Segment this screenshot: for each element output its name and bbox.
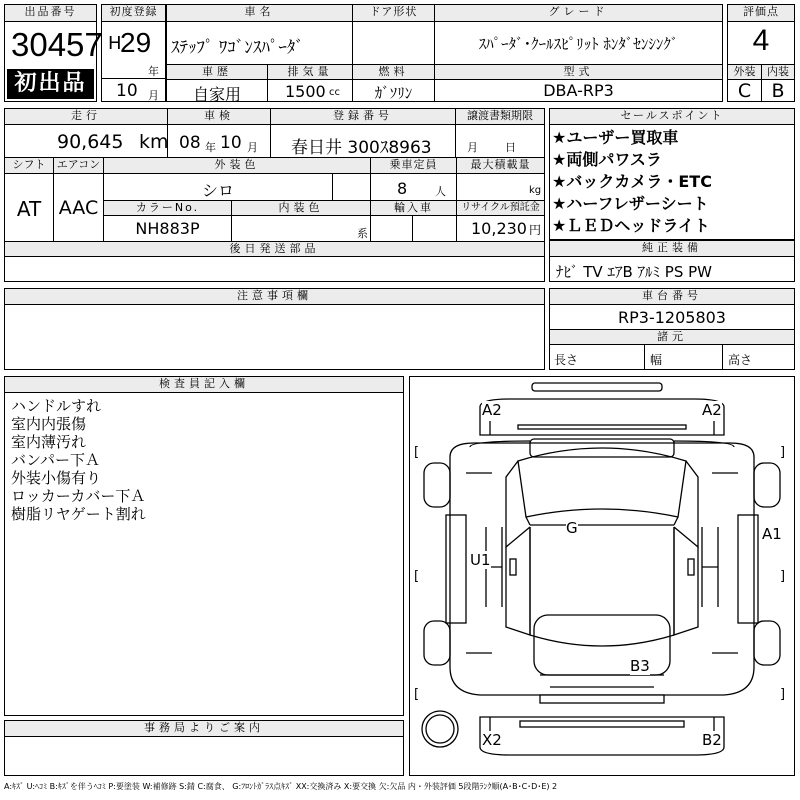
transfer-docs-label: 譲渡書類期限	[456, 109, 544, 125]
ext-grade-label: 外装	[728, 65, 761, 80]
car-outline-drawing	[410, 377, 794, 775]
first-listing-badge: 初出品	[7, 69, 94, 99]
damage-mark-a2-left: A2	[482, 401, 502, 419]
car-name-label: 車名	[167, 5, 352, 22]
shift: AT	[16, 197, 42, 221]
damage-mark-b2: B2	[702, 731, 722, 749]
capacity: 8	[397, 179, 408, 198]
lot-number: 30457	[11, 26, 103, 63]
sales-point-5: ★ＬＥＤヘッドライト	[552, 216, 710, 235]
inspector-line-2: 室内内張傷	[11, 415, 87, 433]
air-conditioner: AAC	[58, 197, 99, 219]
grade-label: グレード	[435, 5, 722, 22]
shift-label: シフト	[5, 158, 53, 174]
score-cell	[727, 4, 795, 102]
year-unit: 年	[148, 65, 159, 78]
damage-mark-b3: B3	[630, 657, 650, 675]
width-label: 幅	[650, 353, 663, 367]
first-registration-cell	[101, 4, 166, 102]
inspection-year-unit: 年	[205, 141, 216, 154]
displacement-unit: cc	[329, 87, 340, 98]
lot-label: 出品番号	[5, 5, 96, 22]
grade: ｽﾊﾟｰﾀﾞ･ｸｰﾙｽﾋﾟﾘｯﾄ ﾎﾝﾀﾞｾﾝｼﾝｸﾞ	[478, 35, 679, 53]
month-unit: 月	[148, 89, 159, 102]
max-load-unit: kg	[529, 185, 542, 196]
sales-point-3: ★バックカメラ・ETC	[552, 172, 712, 191]
damage-mark-x2: X2	[482, 731, 502, 749]
damage-mark-a1: A1	[762, 525, 782, 543]
notes-label: 注意事項欄	[5, 289, 544, 305]
chassis-label: 車台番号	[550, 289, 794, 305]
legend-footer: A:ｷｽﾞ U:ﾍｺﾐ B:ｷｽﾞを伴うﾍｺﾐ P:要塗装 W:補修跡 S:錆 C:腐食、 G:ﾌﾛﾝﾄｶﾞﾗｽ点ｷｽﾞ XX:交換済み X:要交換 欠:欠品 内・外装評価 5段階ﾗﾝｸ順(A･B･C･D･E) 2	[4, 782, 558, 791]
recycle-unit: 円	[529, 223, 542, 237]
capacity-label: 乗車定員	[371, 158, 456, 174]
chassis-panel	[549, 288, 795, 370]
score-label: 評価点	[728, 5, 794, 22]
door-label: ドア形状	[353, 5, 434, 22]
bracket-3: [	[414, 569, 420, 584]
inspection-label: 車検	[168, 109, 270, 125]
lot-cell	[4, 4, 103, 102]
dimensions-label: 諸元	[550, 330, 794, 345]
inspector-line-6: ロッカーカバー下Ａ	[11, 487, 146, 505]
later-parts-label: 後日発送部品	[5, 242, 544, 257]
era: H	[108, 33, 122, 54]
mileage: 90,645	[57, 131, 124, 153]
equipment-label: 純正装備	[550, 241, 794, 257]
plate-label: 登録番号	[271, 109, 455, 125]
car-info-cell	[166, 4, 723, 102]
inspection-month-unit: 月	[247, 141, 258, 154]
model: DBA-RP3	[543, 81, 614, 100]
inspector-line-5: 外装小傷有り	[11, 469, 102, 487]
bracket-5: [	[414, 687, 420, 702]
registration-month: 10	[116, 81, 138, 101]
fuel: ｶﾞｿﾘﾝ	[374, 84, 413, 102]
ac-label: エアコン	[54, 158, 103, 174]
inspector-line-7: 樹脂リヤゲート割れ	[11, 505, 146, 523]
transfer-month-unit: 月	[467, 141, 478, 154]
damage-diagram	[409, 376, 795, 776]
sales-points-label: セールスポイント	[550, 109, 794, 125]
inspection-year: 08	[179, 133, 201, 153]
color-no-label: カラーNo.	[104, 201, 231, 216]
sales-point-4: ★ハーフレザーシート	[552, 194, 709, 213]
displacement-label: 排気量	[268, 65, 352, 80]
int-grade-label: 内装	[762, 65, 794, 80]
damage-mark-a2-right: A2	[702, 401, 722, 419]
damage-mark-g: G	[566, 519, 578, 537]
color-label: 外装色	[104, 158, 370, 174]
sales-point-2: ★両側パワスラ	[552, 150, 662, 169]
model-label: 型式	[435, 65, 722, 80]
import-label: 輸入車	[371, 201, 456, 216]
office-panel	[4, 720, 404, 776]
height-label: 高さ	[728, 353, 753, 367]
capacity-unit: 人	[435, 185, 446, 198]
history-label: 車歴	[167, 65, 267, 80]
fuel-label: 燃料	[353, 65, 434, 80]
equipment-list: ﾅﾋﾞ TV ｴｱB ｱﾙﾐ PS PW	[556, 263, 712, 281]
interior-color-label: 内装色	[232, 201, 370, 216]
sales-points-panel	[549, 108, 795, 240]
inspector-panel	[4, 376, 404, 716]
bracket-1: [	[414, 445, 420, 460]
recycle-fee: 10,230	[471, 219, 527, 238]
score: 4	[752, 24, 770, 57]
max-load-label: 最大積載量	[457, 158, 544, 174]
car-name: ｽﾃｯﾌﾟ ﾜｺﾞﾝｽﾊﾟｰﾀﾞ	[171, 38, 304, 58]
mileage-unit: km	[139, 131, 169, 153]
equipment-panel	[549, 240, 795, 282]
bracket-2: ]	[780, 445, 786, 460]
sales-point-1: ★ユーザー買取車	[552, 128, 679, 147]
office-label: 事務局よりご案内	[5, 721, 403, 737]
color-number: NH883P	[135, 219, 200, 238]
history: 自家用	[192, 85, 241, 104]
inspector-line-1: ハンドルすれ	[11, 397, 102, 415]
exterior-color: シロ	[201, 181, 234, 200]
inspection-month: 10	[220, 133, 242, 153]
mileage-label: 走行	[5, 109, 167, 125]
length-label: 長さ	[554, 353, 579, 367]
notes-panel	[4, 288, 545, 370]
inspector-label: 検査員記入欄	[5, 377, 403, 393]
bracket-4: ]	[780, 569, 786, 584]
displacement: 1500	[285, 82, 326, 101]
inspector-line-3: 室内薄汚れ	[11, 433, 87, 451]
bracket-6: ]	[780, 687, 786, 702]
plate-number: 春日井 300ｽ8963	[291, 138, 432, 158]
int-grade: B	[771, 80, 785, 102]
registration-label: 初度登録	[102, 5, 165, 22]
inspector-line-4: バンパー下Ａ	[11, 451, 100, 469]
chassis-number: RP3-1205803	[618, 308, 726, 327]
interior-color-unit: 系	[357, 227, 368, 240]
ext-grade: C	[737, 80, 752, 102]
recycle-label: リサイクル預託金	[457, 201, 544, 216]
registration-year: 29	[120, 27, 152, 58]
damage-mark-u1: U1	[470, 551, 491, 569]
transfer-day-unit: 日	[505, 141, 516, 154]
vehicle-details	[4, 108, 545, 282]
